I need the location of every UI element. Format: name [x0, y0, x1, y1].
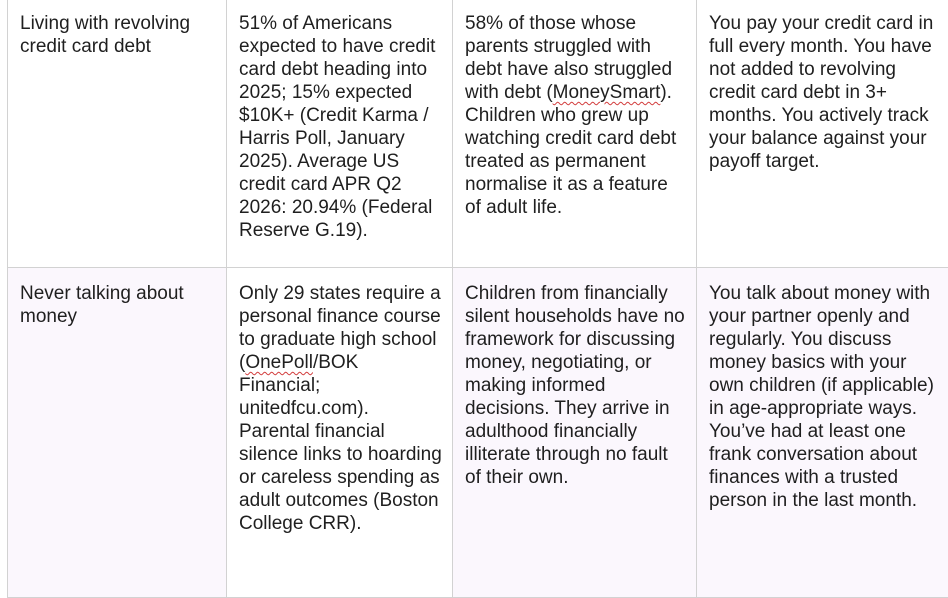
table-row — [8, 268, 948, 598]
topic-cell[interactable]: Living with revolving credit card debt — [8, 0, 227, 268]
evidence-cell[interactable]: 51% of Americans expected to have credit card debt heading into 2025; 15% expected $10K+ (Credit Karma / Harris Poll, January 2025). Average US credit card APR Q2 2026: 20.94% (Federal Reserve G.19). — [227, 0, 453, 268]
document-table — [7, 0, 948, 598]
evidence-text: Only 29 states require a personal finance course to graduate high school ( — [239, 283, 441, 373]
impact-text: ). Children who grew up watching credit card debt treated as permanent normalise it as a feature of adult life. — [465, 82, 676, 218]
spellcheck-flagged-word[interactable]: MoneySmart — [553, 82, 661, 103]
table-row — [8, 0, 948, 268]
impact-cell[interactable] — [453, 0, 697, 268]
impact-text: 58% of those whose parents struggled with debt have also struggled with debt ( — [465, 13, 672, 103]
evidence-cell[interactable] — [227, 268, 453, 598]
test-cell[interactable]: You pay your credit card in full every month. You have not added to revolving credit card debt in 3+ months. You actively track your balance against your payoff target. — [697, 0, 948, 268]
evidence-text: /BOK Financial; unitedfcu.com). Parental financial silence links to hoarding or careless spending as adult outcomes (Boston College CRR). — [239, 352, 442, 534]
topic-cell[interactable]: Never talking about money — [8, 268, 227, 598]
impact-cell[interactable]: Children from financially silent households have no framework for discussing money, negotiating, or making informed decisions. They arrive in adulthood financially illiterate through no fault of their own. — [453, 268, 697, 598]
spellcheck-flagged-word[interactable]: OnePoll — [245, 352, 313, 373]
test-cell[interactable]: You talk about money with your partner openly and regularly. You discuss money basics with your own children (if applicable) in age-appropriate ways. You’ve had at least one frank conversation about finances with a trusted person in the last month. — [697, 268, 948, 598]
